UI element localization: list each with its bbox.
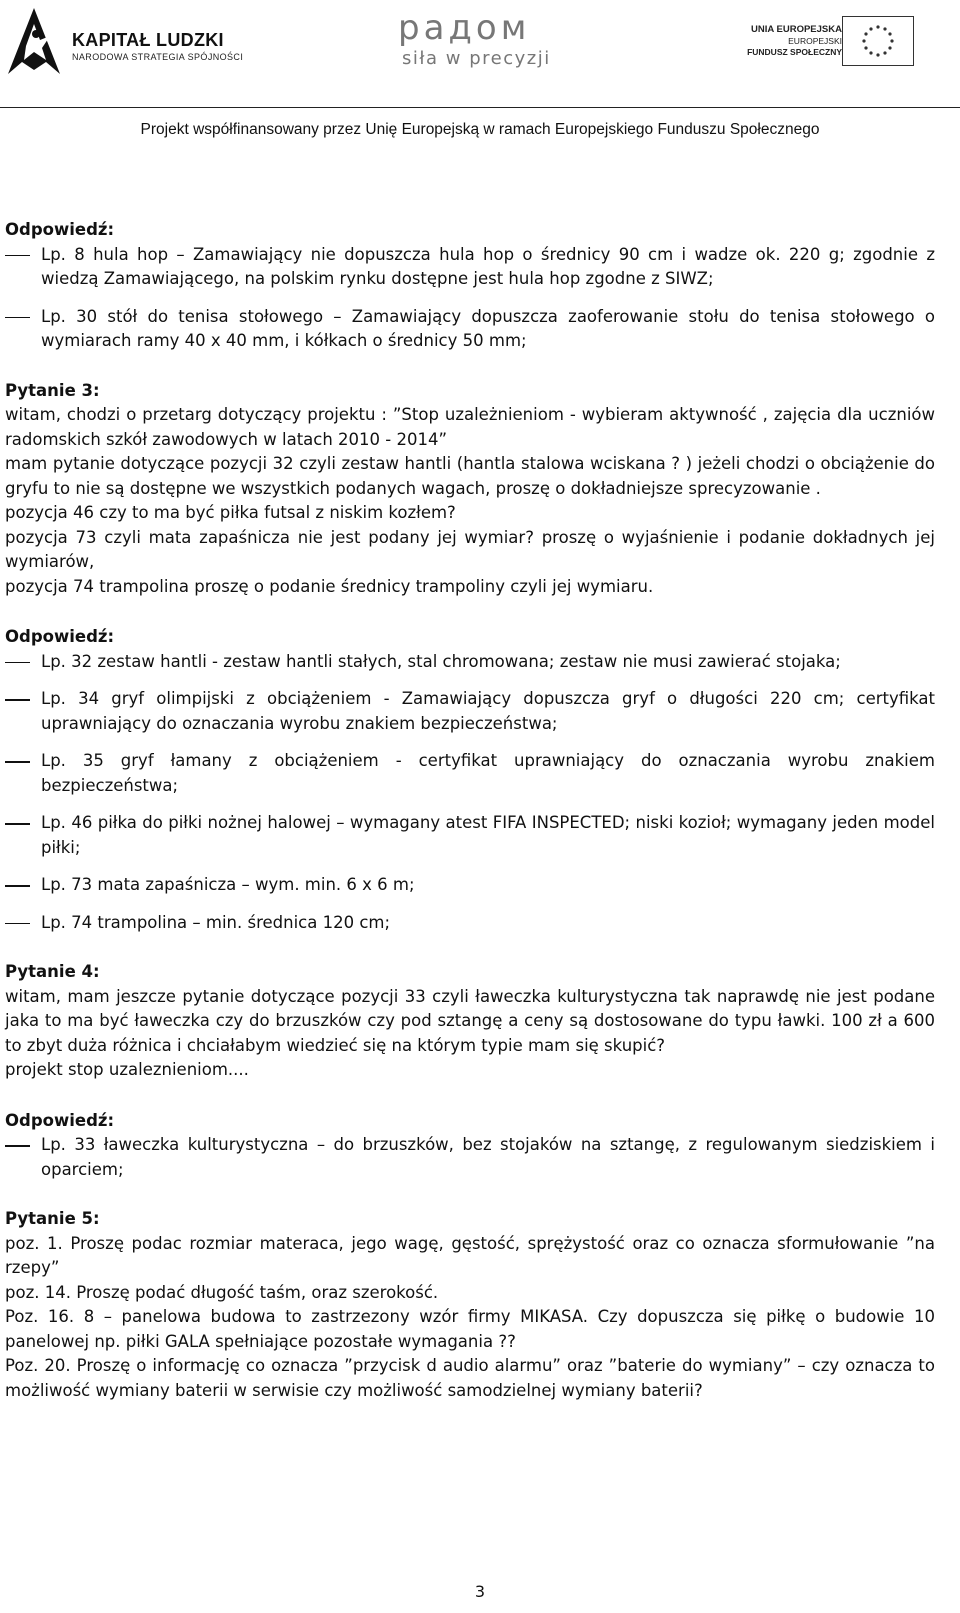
radom-tagline: siła w precyzji xyxy=(402,48,551,69)
eu-union-label: UNIA EUROPEJSKA xyxy=(751,24,842,35)
kapital-ludzki-title: KAPITAŁ LUDZKI xyxy=(72,30,224,50)
spacer xyxy=(5,948,935,960)
spacer xyxy=(5,1195,935,1207)
eu-logo-text xyxy=(704,24,842,58)
answer-item-text: Lp. 30 stół do tenisa stołowego – Zamawiający dopuszcza zaoferowanie stołu do tenisa stołowego o wymiarach ramy 40 x 40 mm, i kółkach o średnicy 50 mm; xyxy=(41,306,935,350)
answer-item xyxy=(5,305,935,354)
dash-bullet-icon xyxy=(5,255,30,257)
dash-bullet-icon xyxy=(5,662,30,664)
eu-logo xyxy=(744,16,944,76)
answer-heading: Odpowiedź: xyxy=(5,1110,115,1130)
radom-logo xyxy=(398,8,558,74)
answer-item-text: Lp. 74 trampolina – min. średnica 120 cm; xyxy=(41,912,391,932)
answer-item xyxy=(5,811,935,860)
document-body xyxy=(5,218,935,1403)
answer-item xyxy=(5,911,935,936)
dash-bullet-icon xyxy=(5,699,30,701)
header-divider xyxy=(0,107,960,108)
dash-bullet-icon xyxy=(5,885,30,887)
answer-item xyxy=(5,687,935,736)
answer-item xyxy=(5,1133,935,1182)
dash-bullet-icon xyxy=(5,823,30,825)
kapital-ludzki-subtitle: NARODOWA STRATEGIA SPÓJNOŚCI xyxy=(72,52,244,62)
answer-item-text: Lp. 46 piłka do piłki nożnej halowej – wymagany atest FIFA INSPECTED; niski kozioł; wymagany jeden model piłki; xyxy=(41,813,935,857)
eu-flag-icon xyxy=(842,16,914,66)
dash-bullet-icon xyxy=(5,1145,30,1147)
question-paragraph: witam, chodzi o przetarg dotyczący projektu : ”Stop uzależnieniom - wybieram aktywność , zajęcia dla uczniów radomskich szkół zawodowych w latach 2010 - 2014” xyxy=(5,405,935,449)
answer-list xyxy=(5,650,935,936)
answer-item xyxy=(5,873,935,898)
question-paragraph: Poz. 20. Proszę o informację co oznacza ”przycisk d audio alarmu” oraz ”baterie do wymiany” – czy oznacza to możliwość wymiany baterii w serwisie czy możliwość samodzielnej wymiany baterii? xyxy=(5,1356,935,1400)
radom-wordmark: радом xyxy=(398,8,531,48)
dash-bullet-icon xyxy=(5,761,30,763)
page-number: 3 xyxy=(474,1582,486,1601)
eu-fund-label-2: FUNDUSZ SPOŁECZNY xyxy=(747,47,842,57)
answer-item-text: Lp. 8 hula hop – Zamawiający nie dopuszcza hula hop o średnicy 90 cm i wadze ok. 220 g; zgodnie z wiedzą Zamawiającego, na polskim rynku dostępne jest hula hop zgodne z SIWZ; xyxy=(41,244,935,288)
question-paragraph: witam, mam jeszcze pytanie dotyczące pozycji 33 czyli ławeczka kulturystyczna tak naprawdę nie jest podane jaka to ma być ławeczka czy do brzuszków czy pod sztangę a ceny są dostosowane do typu ławki. 100 zł a 600 to zbyt duża różnica i chciałabym wiedzieć się na którym typie mam się skupić? xyxy=(5,986,935,1055)
kapital-ludzki-emblem-icon xyxy=(6,6,62,76)
question-paragraph: poz. 1. Proszę podac rozmiar materaca, jego wagę, gęstość, sprężystość oraz co oznacza sformułowanie ”na rzepy” xyxy=(5,1233,935,1277)
question-heading: Pytanie 3: xyxy=(5,380,100,400)
question-paragraph: pozycja 46 czy to ma być piłka futsal z niskim kozłem? xyxy=(5,503,456,522)
question-paragraph: pozycja 74 trampolina proszę o podanie średnicy trampoliny czyli jej wymiaru. xyxy=(5,576,654,596)
question-heading: Pytanie 4: xyxy=(5,962,100,981)
answer-item xyxy=(5,749,935,798)
answer-list xyxy=(5,243,935,354)
question-paragraph: Poz. 16. 8 – panelowa budowa to zastrzezony wzór firmy MIKASA. Czy dopuszcza się piłkę o budowie 10 panelowej np. piłki GALA spełniające pozostałe wymagania ?? xyxy=(5,1307,935,1351)
answer-heading: Odpowiedź: xyxy=(5,627,115,646)
answer-item-text: Lp. 35 gryf łamany z obciążeniem - certyfikat uprawniający do oznaczania wyrobu znakiem bezpieczeństwa; xyxy=(41,751,935,795)
kapital-ludzki-logo xyxy=(6,6,256,78)
answer-item-text: Lp. 33 ławeczka kulturystyczna – do brzuszków, bez stojaków na sztangę, z regulowanym siedziskiem i oparciem; xyxy=(41,1135,935,1179)
spacer xyxy=(5,367,935,379)
spacer xyxy=(5,1083,935,1109)
dash-bullet-icon xyxy=(5,923,30,925)
spacer xyxy=(5,599,935,625)
answer-list xyxy=(5,1133,935,1182)
answer-item-text: Lp. 34 gryf olimpijski z obciążeniem - Zamawiający dopuszcza gryf o długości 220 cm; certyfikat uprawniający do oznaczania wyrobu znakiem bezpieczeństwa; xyxy=(41,689,935,733)
eu-fund-label-1: EUROPEJSKI xyxy=(788,36,842,46)
question-paragraph: projekt stop uzaleznieniom.... xyxy=(5,1060,249,1079)
question-paragraph: pozycja 73 czyli mata zapaśnicza nie jest podany jej wymiar? proszę o wyjaśnienie i podanie dokładnych jej wymiarów, xyxy=(5,527,935,571)
page-header xyxy=(0,0,960,138)
answer-item xyxy=(5,243,935,292)
answer-item xyxy=(5,650,935,675)
answer-item-text: Lp. 73 mata zapaśnicza – wym. min. 6 x 6 m; xyxy=(41,875,415,894)
dash-bullet-icon xyxy=(5,317,30,319)
question-heading: Pytanie 5: xyxy=(5,1209,100,1228)
cofinancing-note: Projekt współfinansowany przez Unię Europejską w ramach Europejskiego Funduszu Społecznego xyxy=(140,121,820,138)
question-paragraph: mam pytanie dotyczące pozycji 32 czyli zestaw hantli (hantla stalowa wciskana ? ) jeżeli chodzi o obciążenie do gryfu to nie są dostępne we wszystkich podanych wagach, proszę o dokładniejsze sprecyzowanie . xyxy=(5,454,935,498)
answer-heading: Odpowiedź: xyxy=(5,220,115,239)
question-paragraph: poz. 14. Proszę podać długość taśm, oraz szerokość. xyxy=(5,1282,439,1302)
answer-item-text: Lp. 32 zestaw hantli - zestaw hantli stałych, stal chromowana; zestaw nie musi zawierać stojaka; xyxy=(41,651,841,671)
